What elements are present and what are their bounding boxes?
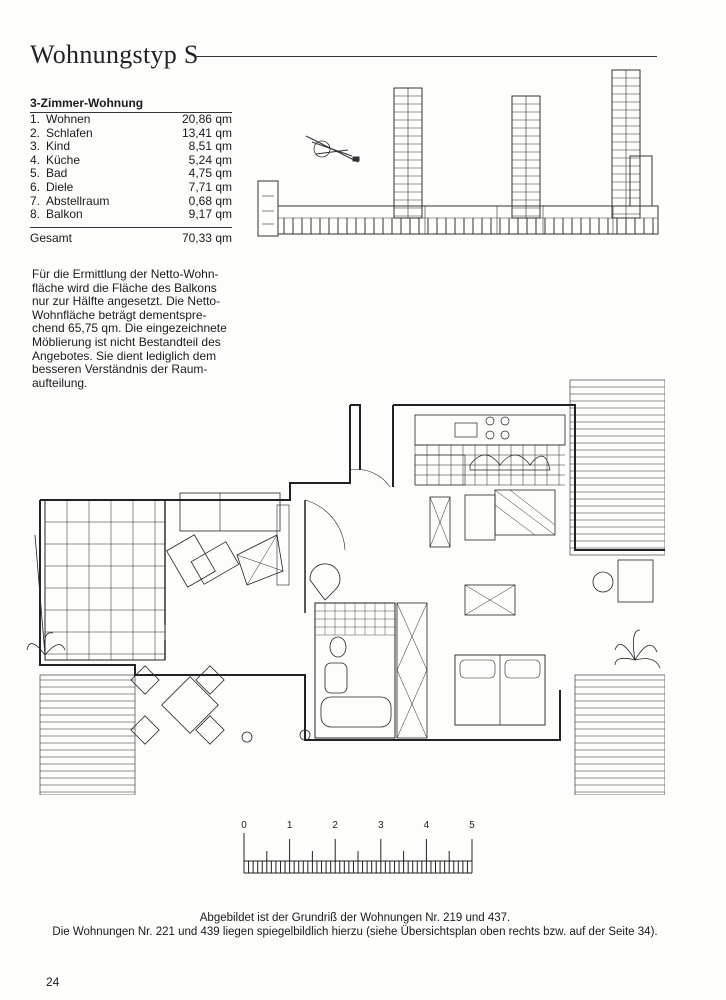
room-number: 4. — [30, 152, 41, 167]
note-line: chend 65,75 qm. Die eingezeichnete — [32, 321, 227, 336]
room-number: 8. — [30, 207, 41, 222]
room-area: 8,51 qm — [188, 139, 232, 154]
total-label: Gesamt — [30, 230, 73, 245]
note-line: besseren Verständnis der Raum- — [32, 362, 208, 377]
room-area: 20,86 qm — [181, 112, 232, 126]
room-label: Bad — [46, 166, 68, 181]
room-label: Wohnen — [46, 112, 91, 126]
north-arrow-icon — [306, 136, 359, 162]
room-label: Diele — [46, 179, 74, 194]
room-area: 13,41 qm — [181, 125, 232, 140]
room-label: Balkon — [46, 207, 83, 222]
note-line: Möblierung ist nicht Bestandteil des — [32, 334, 221, 349]
room-area: 7,71 qm — [188, 179, 232, 194]
room-name — [30, 195, 109, 209]
total-area: 70,33 qm — [181, 230, 232, 245]
scale-label: 3 — [378, 820, 384, 831]
room-list — [30, 112, 232, 245]
note-line: Angebotes. Sie dient lediglich dem — [32, 348, 217, 363]
room-total-row — [30, 227, 232, 246]
scale-label: 5 — [469, 820, 475, 831]
room-area: 4,75 qm — [188, 166, 232, 181]
room-number: 7. — [30, 193, 41, 208]
title-rule — [195, 56, 657, 57]
room-number: 6. — [30, 179, 41, 194]
scale-label: 0 — [241, 820, 247, 831]
plant-icon — [615, 630, 660, 668]
room-area: 9,17 qm — [188, 207, 232, 222]
room-area: 0,68 qm — [188, 193, 232, 208]
caption-line-2: Die Wohnungen Nr. 221 und 439 liegen spiegelbildlich hierzu (siehe Übersichtsplan oben rechts bzw. auf der Seite 34). — [52, 926, 658, 938]
room-label: Kind — [46, 139, 71, 154]
room-row — [30, 181, 232, 195]
room-row — [30, 154, 232, 168]
room-label: Küche — [46, 152, 81, 167]
room-row — [30, 113, 232, 127]
room-label: Schlafen — [46, 125, 93, 140]
scale-label: 1 — [286, 820, 293, 831]
room-number: 1. — [30, 112, 41, 126]
room-row — [30, 195, 232, 209]
caption — [30, 911, 680, 939]
room-name — [30, 140, 70, 154]
apartment-type: 3-Zimmer-Wohnung — [30, 96, 144, 110]
room-label: Abstellraum — [46, 193, 110, 208]
caption-line-1: Abgebildet ist der Grundriß der Wohnungen Nr. 219 und 437. — [199, 912, 511, 924]
note-line: Für die Ermittlung der Netto-Wohn- — [32, 267, 219, 281]
room-name — [30, 167, 67, 181]
note-line: fläche wird die Fläche des Balkons — [32, 280, 217, 295]
room-number: 5. — [30, 166, 41, 181]
room-number: 3. — [30, 139, 41, 154]
floor-plan — [15, 375, 665, 795]
page-number: 24 — [46, 975, 60, 989]
plant-icon — [27, 535, 65, 655]
room-name — [30, 208, 83, 222]
room-row — [30, 140, 232, 154]
note-line: aufteilung. — [32, 375, 88, 390]
room-row — [30, 127, 232, 141]
scale-bar — [232, 815, 482, 880]
room-name — [30, 154, 80, 168]
page-title: Wohnungstyp S — [30, 40, 199, 69]
room-area: 5,24 qm — [188, 152, 232, 167]
room-row — [30, 208, 232, 222]
room-name — [30, 181, 73, 195]
room-number: 2. — [30, 125, 41, 140]
site-plan — [250, 66, 660, 256]
room-row — [30, 167, 232, 181]
room-name — [30, 127, 93, 141]
note-line: nur zur Hälfte angesetzt. Die Netto- — [32, 294, 221, 309]
scale-label: 4 — [423, 820, 430, 831]
room-name — [30, 113, 90, 127]
area-note — [32, 268, 242, 390]
scale-label: 2 — [332, 820, 338, 831]
note-line: Wohnfläche beträgt dementspre- — [32, 307, 207, 322]
